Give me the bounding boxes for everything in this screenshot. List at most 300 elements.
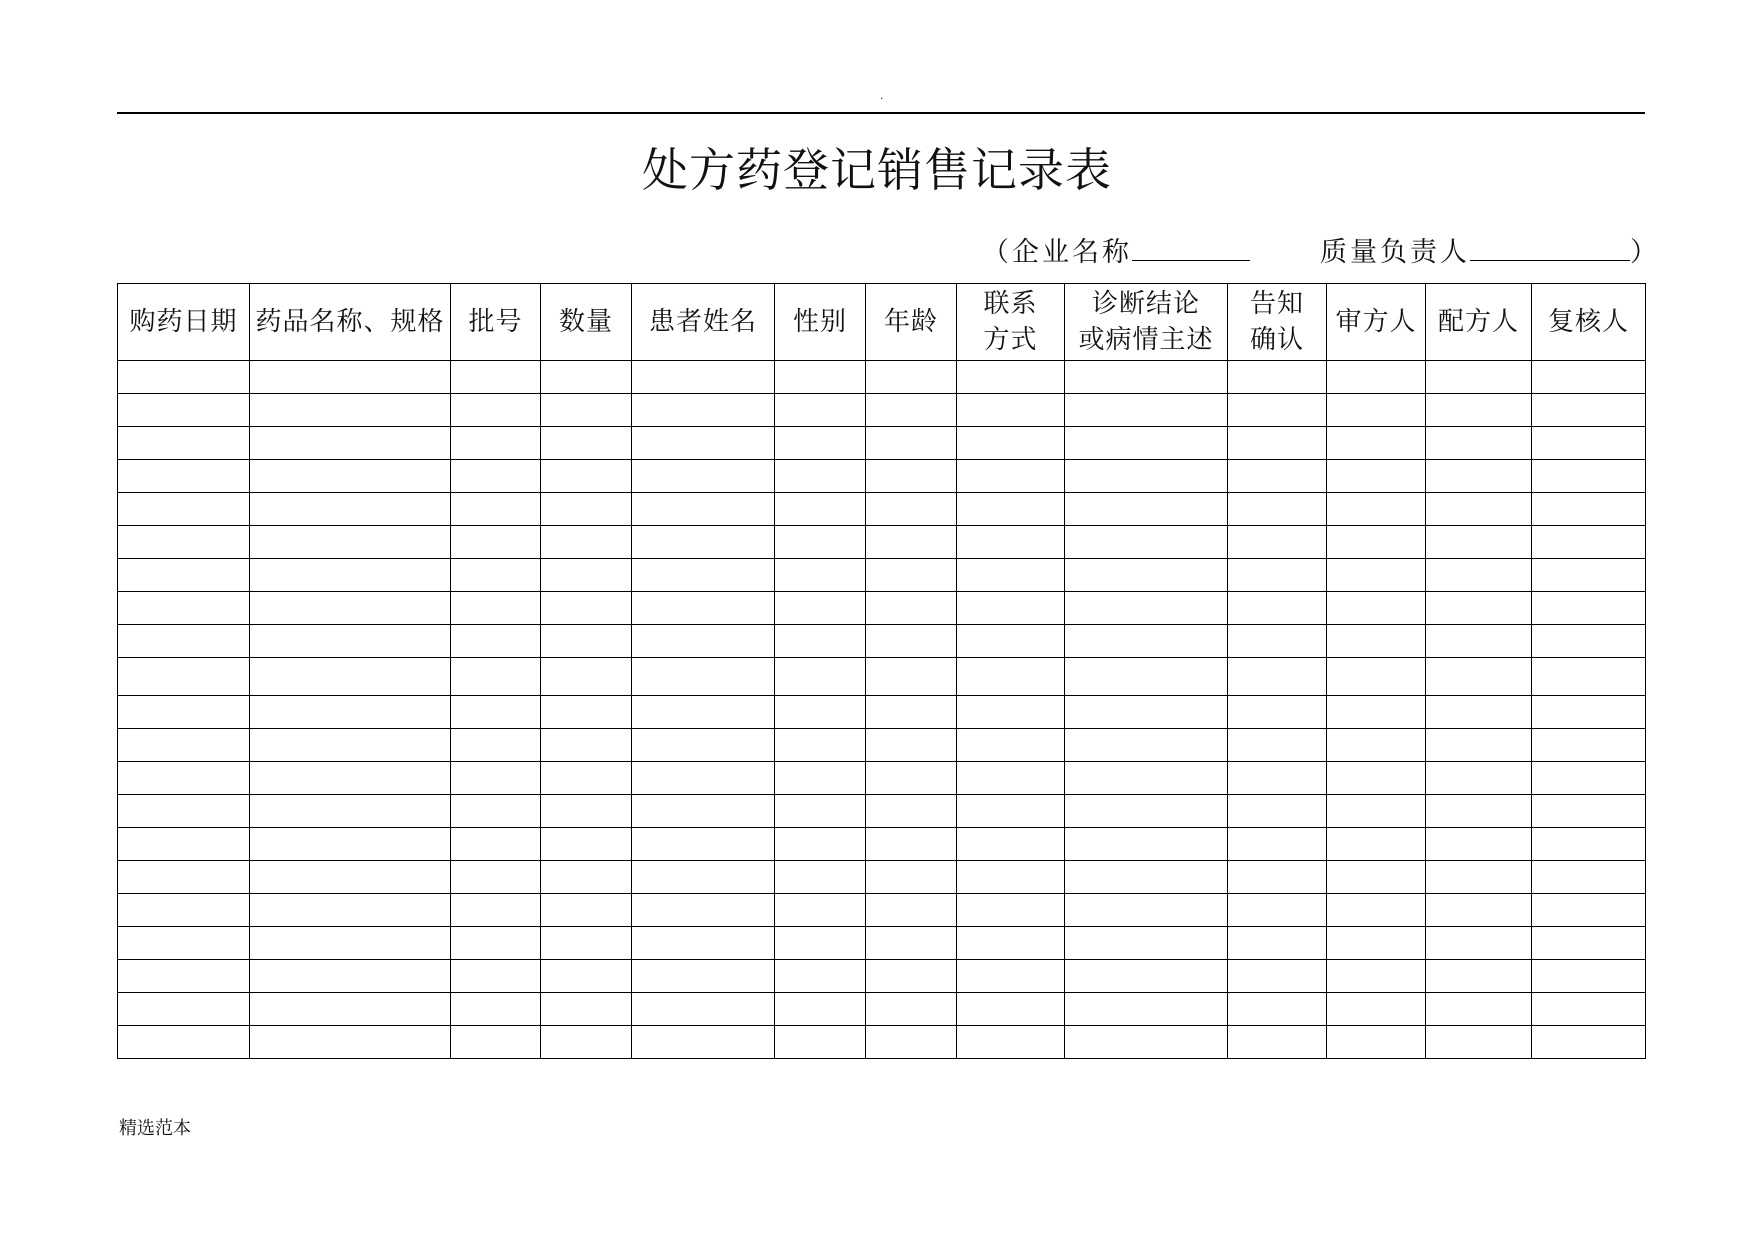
table-cell[interactable] (1327, 592, 1426, 625)
table-cell[interactable] (1065, 361, 1228, 394)
table-cell[interactable] (775, 625, 866, 658)
table-cell[interactable] (957, 394, 1065, 427)
table-cell[interactable] (250, 960, 451, 993)
table-cell[interactable] (1065, 394, 1228, 427)
table-cell[interactable] (1065, 658, 1228, 696)
table-cell[interactable] (866, 592, 957, 625)
table-cell[interactable] (451, 658, 541, 696)
table-cell[interactable] (1532, 1026, 1646, 1059)
table-cell[interactable] (118, 625, 250, 658)
footer-text: 精选范本 (119, 1118, 191, 1139)
column-header-line: 年龄 (883, 307, 938, 337)
table-cell[interactable] (632, 1026, 775, 1059)
table-cell[interactable] (866, 795, 957, 828)
table-cell[interactable] (1426, 729, 1532, 762)
table-cell[interactable] (1532, 361, 1646, 394)
table-cell[interactable] (866, 894, 957, 927)
table-cell[interactable] (775, 861, 866, 894)
table-cell[interactable] (1228, 394, 1327, 427)
table-cell[interactable] (1426, 894, 1532, 927)
table-cell[interactable] (1426, 927, 1532, 960)
table-cell[interactable] (632, 960, 775, 993)
table-cell[interactable] (957, 795, 1065, 828)
table-cell[interactable] (118, 460, 250, 493)
table-cell[interactable] (1065, 993, 1228, 1026)
table-cell[interactable] (632, 828, 775, 861)
table-cell[interactable] (775, 960, 866, 993)
table-cell[interactable] (1532, 526, 1646, 559)
table-cell[interactable] (1327, 894, 1426, 927)
table-cell[interactable] (866, 625, 957, 658)
table-cell[interactable] (866, 427, 957, 460)
table-cell[interactable] (632, 795, 775, 828)
table-cell[interactable] (250, 861, 451, 894)
table-cell[interactable] (1228, 696, 1327, 729)
table-cell[interactable] (118, 729, 250, 762)
table-cell[interactable] (775, 795, 866, 828)
table-cell[interactable] (775, 762, 866, 795)
table-cell[interactable] (1327, 960, 1426, 993)
table-cell[interactable] (1228, 729, 1327, 762)
table-cell[interactable] (1532, 696, 1646, 729)
table-cell[interactable] (541, 493, 632, 526)
table-cell[interactable] (957, 526, 1065, 559)
table-cell[interactable] (1426, 861, 1532, 894)
table-cell[interactable] (1532, 894, 1646, 927)
table-cell[interactable] (1327, 658, 1426, 696)
table-cell[interactable] (1532, 762, 1646, 795)
table-cell[interactable] (1065, 894, 1228, 927)
table-cell[interactable] (957, 960, 1065, 993)
table-cell[interactable] (118, 1026, 250, 1059)
table-cell[interactable] (118, 361, 250, 394)
table-cell[interactable] (1532, 625, 1646, 658)
table-cell[interactable] (1228, 460, 1327, 493)
table-cell[interactable] (1327, 526, 1426, 559)
table-cell[interactable] (1228, 1026, 1327, 1059)
table-cell[interactable] (866, 460, 957, 493)
table-cell[interactable] (1327, 795, 1426, 828)
table-cell[interactable] (250, 729, 451, 762)
table-cell[interactable] (250, 625, 451, 658)
table-cell[interactable] (957, 762, 1065, 795)
table-row (118, 927, 1646, 960)
table-cell[interactable] (632, 927, 775, 960)
table-cell[interactable] (1327, 927, 1426, 960)
table-cell[interactable] (1065, 493, 1228, 526)
table-cell[interactable] (1228, 927, 1327, 960)
table-cell[interactable] (1426, 828, 1532, 861)
table-cell[interactable] (118, 828, 250, 861)
table-cell[interactable] (541, 696, 632, 729)
table-cell[interactable] (1426, 696, 1532, 729)
table-cell[interactable] (775, 559, 866, 592)
table-cell[interactable] (451, 993, 541, 1026)
table-cell[interactable] (541, 960, 632, 993)
table-cell[interactable] (1327, 493, 1426, 526)
column-header (1327, 284, 1426, 361)
table-cell[interactable] (957, 658, 1065, 696)
column-header (1228, 284, 1327, 361)
table-cell[interactable] (632, 993, 775, 1026)
table-cell[interactable] (1065, 460, 1228, 493)
table-cell[interactable] (1426, 427, 1532, 460)
table-cell[interactable] (957, 460, 1065, 493)
table-cell[interactable] (451, 592, 541, 625)
table-cell[interactable] (541, 394, 632, 427)
table-cell[interactable] (250, 828, 451, 861)
table-cell[interactable] (451, 762, 541, 795)
table-cell[interactable] (451, 427, 541, 460)
table-cell[interactable] (541, 828, 632, 861)
table-cell[interactable] (1228, 493, 1327, 526)
table-cell[interactable] (775, 493, 866, 526)
table-cell[interactable] (632, 559, 775, 592)
table-cell[interactable] (451, 861, 541, 894)
table-cell[interactable] (775, 394, 866, 427)
table-cell[interactable] (1327, 993, 1426, 1026)
table-row (118, 592, 1646, 625)
table-cell[interactable] (1327, 729, 1426, 762)
table-row (118, 559, 1646, 592)
table-cell[interactable] (250, 526, 451, 559)
table-cell[interactable] (451, 795, 541, 828)
table-cell[interactable] (866, 1026, 957, 1059)
table-cell[interactable] (541, 993, 632, 1026)
table-cell[interactable] (1532, 960, 1646, 993)
table-cell[interactable] (957, 894, 1065, 927)
table-cell[interactable] (541, 361, 632, 394)
table-cell[interactable] (118, 993, 250, 1026)
table-cell[interactable] (775, 658, 866, 696)
table-cell[interactable] (118, 960, 250, 993)
table-cell[interactable] (866, 960, 957, 993)
table-cell[interactable] (451, 526, 541, 559)
table-cell[interactable] (1426, 559, 1532, 592)
table-cell[interactable] (250, 894, 451, 927)
table-row (118, 526, 1646, 559)
table-cell[interactable] (775, 828, 866, 861)
table-cell[interactable] (1426, 361, 1532, 394)
table-cell[interactable] (1532, 658, 1646, 696)
table-cell[interactable] (1228, 861, 1327, 894)
table-cell[interactable] (451, 696, 541, 729)
table-row (118, 658, 1646, 696)
table-cell[interactable] (541, 861, 632, 894)
table-cell[interactable] (1065, 526, 1228, 559)
table-cell[interactable] (775, 460, 866, 493)
table-cell[interactable] (1532, 427, 1646, 460)
table-cell[interactable] (118, 795, 250, 828)
table-cell[interactable] (1228, 894, 1327, 927)
column-header-line: 复核人 (1547, 307, 1629, 337)
table-cell[interactable] (775, 1026, 866, 1059)
record-table (117, 283, 1646, 1059)
table-cell[interactable] (250, 394, 451, 427)
table-cell[interactable] (632, 526, 775, 559)
table-cell[interactable] (1327, 361, 1426, 394)
table-cell[interactable] (250, 658, 451, 696)
table-cell[interactable] (118, 927, 250, 960)
table-cell[interactable] (1065, 592, 1228, 625)
table-cell[interactable] (866, 927, 957, 960)
table-cell[interactable] (1532, 993, 1646, 1026)
table-cell[interactable] (541, 658, 632, 696)
table-cell[interactable] (118, 427, 250, 460)
table-cell[interactable] (775, 592, 866, 625)
table-cell[interactable] (957, 1026, 1065, 1059)
table-cell[interactable] (250, 559, 451, 592)
table-cell[interactable] (1426, 592, 1532, 625)
table-cell[interactable] (1065, 696, 1228, 729)
table-cell[interactable] (632, 658, 775, 696)
table-cell[interactable] (118, 493, 250, 526)
table-cell[interactable] (775, 729, 866, 762)
table-header-row (118, 284, 1646, 361)
table-cell[interactable] (1228, 592, 1327, 625)
table-cell[interactable] (632, 729, 775, 762)
column-header-line: 审方人 (1335, 307, 1417, 337)
table-cell[interactable] (250, 993, 451, 1026)
table-cell[interactable] (957, 361, 1065, 394)
table-cell[interactable] (250, 696, 451, 729)
table-cell[interactable] (250, 493, 451, 526)
table-cell[interactable] (541, 927, 632, 960)
company-blank[interactable] (1132, 232, 1250, 261)
table-cell[interactable] (775, 894, 866, 927)
table-cell[interactable] (1426, 658, 1532, 696)
table-cell[interactable] (1228, 762, 1327, 795)
table-cell[interactable] (118, 762, 250, 795)
table-cell[interactable] (541, 559, 632, 592)
table-cell[interactable] (1065, 729, 1228, 762)
table-row (118, 625, 1646, 658)
table-cell[interactable] (118, 658, 250, 696)
table-cell[interactable] (541, 427, 632, 460)
table-cell[interactable] (1228, 993, 1327, 1026)
table-cell[interactable] (957, 861, 1065, 894)
table-cell[interactable] (250, 460, 451, 493)
table-cell[interactable] (1327, 696, 1426, 729)
table-cell[interactable] (866, 493, 957, 526)
table-cell[interactable] (1065, 559, 1228, 592)
table-cell[interactable] (866, 696, 957, 729)
table-cell[interactable] (1228, 526, 1327, 559)
table-cell[interactable] (1532, 861, 1646, 894)
table-cell[interactable] (1426, 1026, 1532, 1059)
column-header (541, 284, 632, 361)
table-cell[interactable] (632, 696, 775, 729)
table-cell[interactable] (451, 729, 541, 762)
table-cell[interactable] (957, 625, 1065, 658)
table-cell[interactable] (118, 861, 250, 894)
column-header (451, 284, 541, 361)
column-header (250, 284, 451, 361)
table-cell[interactable] (866, 394, 957, 427)
table-cell[interactable] (1228, 427, 1327, 460)
table-cell[interactable] (1426, 526, 1532, 559)
table-cell[interactable] (1426, 625, 1532, 658)
table-cell[interactable] (541, 625, 632, 658)
table-cell[interactable] (541, 894, 632, 927)
table-cell[interactable] (541, 729, 632, 762)
table-cell[interactable] (1327, 427, 1426, 460)
table-cell[interactable] (1228, 361, 1327, 394)
table-cell[interactable] (118, 592, 250, 625)
table-cell[interactable] (866, 993, 957, 1026)
table-cell[interactable] (1532, 729, 1646, 762)
table-cell[interactable] (866, 828, 957, 861)
column-header (632, 284, 775, 361)
table-cell[interactable] (1327, 394, 1426, 427)
table-cell[interactable] (451, 361, 541, 394)
table-cell[interactable] (866, 526, 957, 559)
table-cell[interactable] (541, 592, 632, 625)
table-cell[interactable] (118, 894, 250, 927)
table-cell[interactable] (632, 361, 775, 394)
table-cell[interactable] (957, 927, 1065, 960)
column-header (1065, 284, 1228, 361)
table-cell[interactable] (541, 460, 632, 493)
table-cell[interactable] (1065, 861, 1228, 894)
table-cell[interactable] (1228, 625, 1327, 658)
table-cell[interactable] (451, 493, 541, 526)
table-cell[interactable] (1065, 927, 1228, 960)
table-cell[interactable] (775, 526, 866, 559)
table-cell[interactable] (866, 361, 957, 394)
table-cell[interactable] (1065, 427, 1228, 460)
table-cell[interactable] (250, 592, 451, 625)
table-cell[interactable] (1532, 927, 1646, 960)
table-cell[interactable] (632, 861, 775, 894)
table-cell[interactable] (250, 762, 451, 795)
table-cell[interactable] (775, 927, 866, 960)
table-cell[interactable] (451, 625, 541, 658)
table-cell[interactable] (1426, 394, 1532, 427)
table-cell[interactable] (1532, 592, 1646, 625)
table-cell[interactable] (250, 427, 451, 460)
table-cell[interactable] (866, 559, 957, 592)
table-cell[interactable] (1426, 460, 1532, 493)
table-cell[interactable] (1426, 762, 1532, 795)
column-header-line: 联系 (983, 289, 1038, 319)
table-cell[interactable] (866, 861, 957, 894)
table-cell[interactable] (451, 927, 541, 960)
table-cell[interactable] (957, 696, 1065, 729)
table-cell[interactable] (1426, 493, 1532, 526)
table-cell[interactable] (1426, 993, 1532, 1026)
table-cell[interactable] (118, 696, 250, 729)
table-cell[interactable] (1065, 828, 1228, 861)
table-cell[interactable] (118, 394, 250, 427)
table-cell[interactable] (541, 526, 632, 559)
table-cell[interactable] (775, 427, 866, 460)
table-cell[interactable] (451, 559, 541, 592)
table-cell[interactable] (775, 361, 866, 394)
table-cell[interactable] (1327, 1026, 1426, 1059)
table-cell[interactable] (118, 559, 250, 592)
table-cell[interactable] (1532, 828, 1646, 861)
table-cell[interactable] (957, 427, 1065, 460)
table-cell[interactable] (1327, 762, 1426, 795)
table-cell[interactable] (957, 993, 1065, 1026)
table-cell[interactable] (632, 592, 775, 625)
table-cell[interactable] (1228, 559, 1327, 592)
table-cell[interactable] (451, 960, 541, 993)
table-cell[interactable] (1065, 960, 1228, 993)
table-cell[interactable] (1327, 625, 1426, 658)
meta-line (982, 232, 1660, 271)
table-cell[interactable] (632, 894, 775, 927)
table-cell[interactable] (632, 625, 775, 658)
table-cell[interactable] (1228, 658, 1327, 696)
table-cell[interactable] (451, 828, 541, 861)
table-cell[interactable] (957, 592, 1065, 625)
table-cell[interactable] (632, 493, 775, 526)
table-cell[interactable] (957, 729, 1065, 762)
column-header-line: 购药日期 (129, 307, 238, 337)
table-cell[interactable] (632, 460, 775, 493)
quality-blank[interactable] (1470, 232, 1630, 261)
table-cell[interactable] (541, 1026, 632, 1059)
table-cell[interactable] (775, 696, 866, 729)
table-cell[interactable] (1532, 559, 1646, 592)
table-cell[interactable] (866, 762, 957, 795)
table-cell[interactable] (250, 927, 451, 960)
table-cell[interactable] (957, 559, 1065, 592)
table-cell[interactable] (1426, 960, 1532, 993)
table-cell[interactable] (1532, 493, 1646, 526)
table-cell[interactable] (1532, 394, 1646, 427)
table-cell[interactable] (541, 762, 632, 795)
table-cell[interactable] (1327, 861, 1426, 894)
table-cell[interactable] (866, 658, 957, 696)
table-row (118, 960, 1646, 993)
table-body (118, 361, 1646, 1059)
table-cell[interactable] (250, 361, 451, 394)
table-cell[interactable] (1065, 1026, 1228, 1059)
table-cell[interactable] (1228, 795, 1327, 828)
table-cell[interactable] (632, 394, 775, 427)
table-cell[interactable] (451, 460, 541, 493)
table-cell[interactable] (1327, 828, 1426, 861)
table-cell[interactable] (541, 795, 632, 828)
table-cell[interactable] (1065, 795, 1228, 828)
table-cell[interactable] (250, 1026, 451, 1059)
table-cell[interactable] (1532, 795, 1646, 828)
table-cell[interactable] (632, 762, 775, 795)
table-cell[interactable] (451, 394, 541, 427)
table-cell[interactable] (118, 526, 250, 559)
table-cell[interactable] (632, 427, 775, 460)
table-cell[interactable] (957, 493, 1065, 526)
table-cell[interactable] (866, 729, 957, 762)
table-cell[interactable] (957, 828, 1065, 861)
table-cell[interactable] (1327, 460, 1426, 493)
table-cell[interactable] (1228, 828, 1327, 861)
table-cell[interactable] (1532, 460, 1646, 493)
table-cell[interactable] (1065, 762, 1228, 795)
table-cell[interactable] (1065, 625, 1228, 658)
table-cell[interactable] (1327, 559, 1426, 592)
table-cell[interactable] (451, 894, 541, 927)
table-cell[interactable] (250, 795, 451, 828)
table-cell[interactable] (775, 993, 866, 1026)
table-cell[interactable] (1228, 960, 1327, 993)
table-cell[interactable] (451, 1026, 541, 1059)
column-header (775, 284, 866, 361)
table-cell[interactable] (1426, 795, 1532, 828)
